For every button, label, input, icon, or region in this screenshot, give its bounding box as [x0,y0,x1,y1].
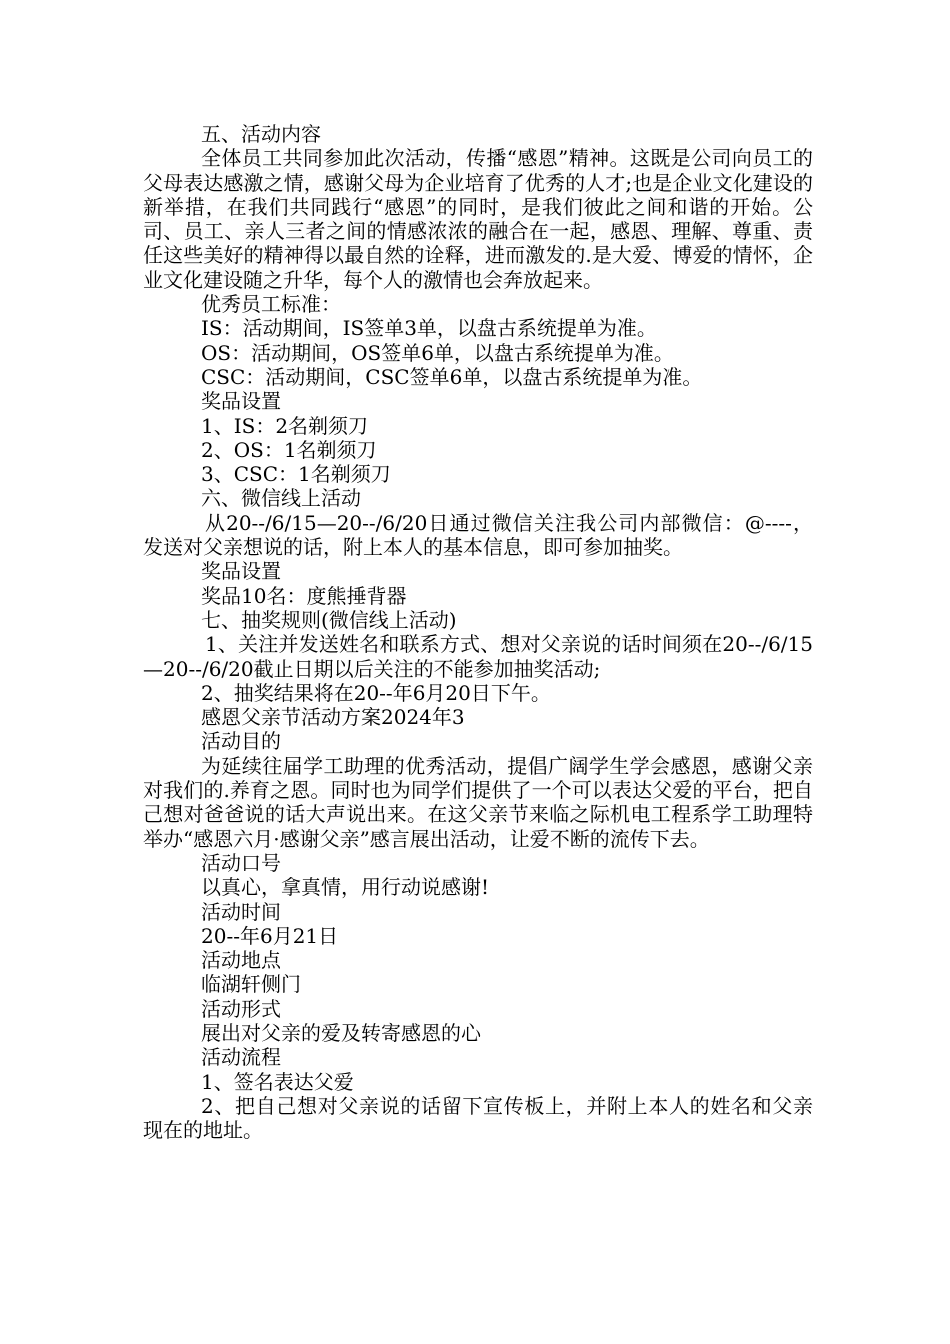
section-heading-wechat-activity: 六、微信线上活动 [201,486,361,511]
line-prize-setup-2: 奖品设置 [201,559,281,584]
line-activity-time-heading: 活动时间 [201,899,281,924]
line-activity-form-heading: 活动形式 [201,996,281,1021]
paragraph-process-step-2: 2、把自己想对父亲说的话留下宣传板上，并附上本人的姓名和父亲现在的地址。 [143,1093,813,1143]
line-activity-location: 临湖轩侧门 [201,972,301,997]
document-body [143,122,813,1142]
line-lottery-rule-2: 2、抽奖结果将在20--年6月20日下午。 [201,680,551,705]
line-plan-title: 感恩父亲节活动方案2024年3 [201,705,465,730]
line-activity-form: 展出对父亲的爱及转寄感恩的心 [201,1020,481,1045]
line-criteria-csc: CSC：活动期间，CSC签单6单，以盘古系统提单为准。 [201,364,703,389]
line-activity-slogan-heading: 活动口号 [201,850,281,875]
line-prize-1: 1、IS：2名剃须刀 [201,413,369,438]
line-activity-purpose: 活动目的 [201,729,281,754]
line-process-step-1: 1、签名表达父爱 [201,1069,354,1094]
line-criteria-os: OS：活动期间，OS签单6单，以盘古系统提单为准。 [201,340,674,365]
line-activity-time: 20--年6月21日 [201,923,339,948]
paragraph-lottery-rule-1: 1、关注并发送姓名和联系方式、想对父亲说的话时间须在20--/6/15—20--/6/20截止日期以后关注的不能参加抽奖活动; [143,632,813,681]
line-criteria-is: IS：活动期间，IS签单3单，以盘古系统提单为准。 [201,316,657,341]
paragraph-wechat-activity: 从20--/6/15—20--/6/20日通过微信关注我公司内部微信：@----，发送对父亲想说的话，附上本人的基本信息，即可参加抽奖。 [143,510,813,560]
section-heading-activity-content: 五、活动内容 [201,122,321,146]
paragraph-activity-purpose: 为延续往届学工助理的优秀活动，提倡广阔学生学会感恩，感谢父亲对我们的.养育之恩。同时也为同学们提供了一个可以表达父爱的平台，把自己想对爸爸说的话大声说出来。在这父亲节来临之际机电工程系学工助理特举办“感恩六月·感谢父亲”感言展出活动，让爱不断的流传下去。 [143,753,813,851]
paragraph-activity-description: 全体员工共同参加此次活动，传播“感恩”精神。这既是公司向员工的父母表达感激之情，感谢父母为企业培育了优秀的人才;也是企业文化建设的新举措，在我们共同践行“感恩”的同时，是我们彼此之间和谐的开始。公司、员工、亲人三者之间的情感浓浓的融合在一起，感恩、理解、尊重、责任这些美好的精神得以最自然的诠释，进而激发的.是大爱、博爱的情怀，企业文化建设随之升华，每个人的激情也会奔放起来。 [143,146,813,292]
line-activity-process-heading: 活动流程 [201,1045,281,1070]
line-activity-location-heading: 活动地点 [201,948,281,973]
section-heading-lottery-rules: 七、抽奖规则(微信线上活动) [201,607,457,632]
line-activity-slogan: 以真心，拿真情，用行动说感谢! [201,875,490,900]
line-prize-2: 2、OS：1名剃须刀 [201,437,377,462]
line-prize-3: 3、CSC：1名剃须刀 [201,462,391,487]
line-prize-wechat: 奖品10名：度熊捶背器 [201,583,407,608]
line-prize-setup: 奖品设置 [201,389,281,414]
line-outstanding-staff-criteria: 优秀员工标准： [201,292,341,317]
